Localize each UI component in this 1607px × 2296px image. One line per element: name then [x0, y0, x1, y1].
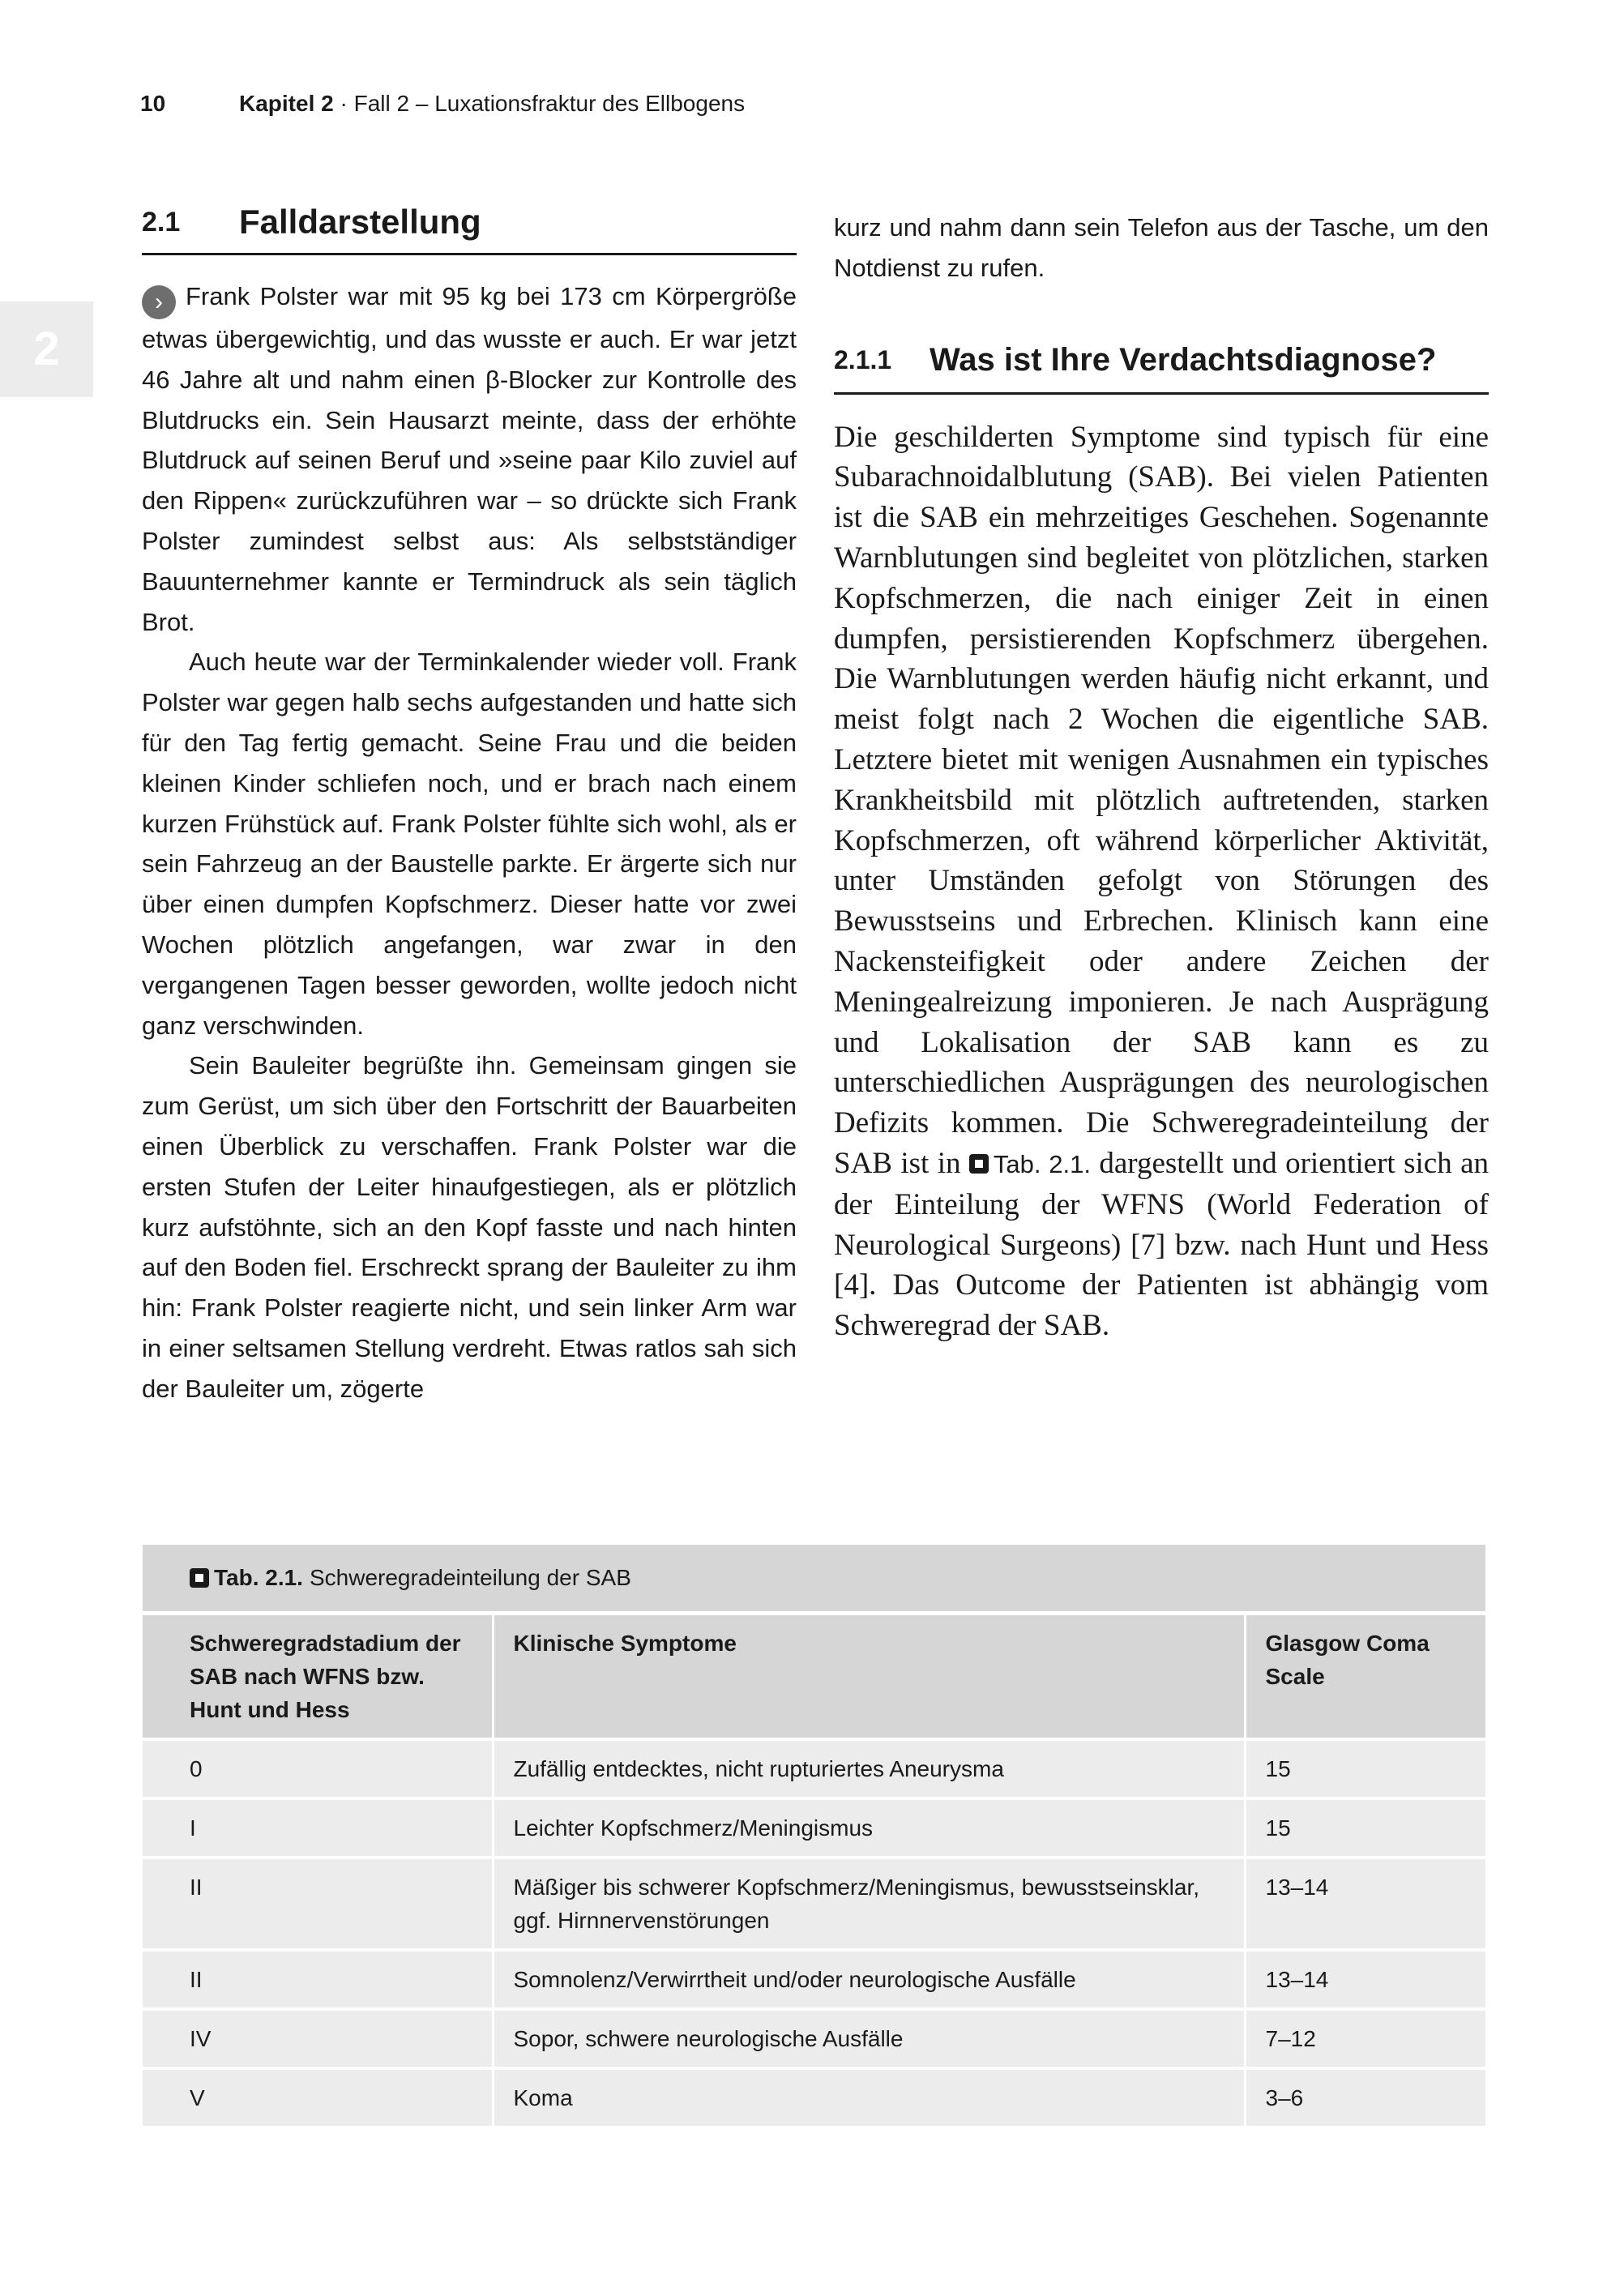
case-paragraph-text: Frank Polster war mit 95 kg bei 173 cm Körpergröße etwas übergewichtig, und das wusste er auch. Er war jetzt 46 Jahre alt und nahm einen β-Blocker zur Kontrolle des Blutdrucks ein. Sein Hausarzt meinte, dass der erhöhte Blutdruck auf seinen Beruf und »seine paar Kilo zuviel auf den Rippen« zurückzuführen war – so drückte sich Frank Polster zumindest selbst aus: Als selbstständiger Bauunternehmer kannte er Termindruck als sein täglich Brot. [142, 282, 797, 636]
section-number: 2.1 [142, 206, 181, 237]
running-head-separator: · [333, 91, 354, 116]
table-row [143, 1858, 1485, 1950]
table-row [143, 1739, 1485, 1798]
header-gcs: Glasgow Coma Scale [1245, 1615, 1485, 1739]
running-head [140, 91, 745, 117]
answer-text [834, 417, 1489, 1346]
subsection-number: 2.1.1 [834, 345, 892, 375]
cell-gcs: 15 [1245, 1739, 1485, 1798]
case-continuation [834, 207, 1489, 289]
header-symptoms: Klinische Symptome [493, 1615, 1245, 1739]
case-arrow-icon: › [142, 285, 176, 319]
case-continuation-text: kurz und nahm dann sein Telefon aus der Tasche, um den Notdienst zu rufen. [834, 213, 1489, 282]
cell-symptoms: Somnolenz/Verwirrtheit und/oder neurologische Ausfälle [493, 1950, 1245, 2009]
table-header-row [143, 1615, 1485, 1739]
cell-stage: 0 [143, 1739, 493, 1798]
table-caption [143, 1545, 1485, 1615]
case-text [142, 276, 797, 1409]
cell-stage: II [143, 1950, 493, 2009]
table-row [143, 2068, 1485, 2127]
table-reference-label: Tab. 2.1. [993, 1149, 1091, 1178]
page-number: 10 [140, 91, 166, 116]
cell-symptoms: Leichter Kopfschmerz/Meningismus [493, 1798, 1245, 1858]
cell-gcs: 15 [1245, 1798, 1485, 1858]
answer-text-before: Die geschilderten Symptome sind typisch für eine Subarachnoidalblutung (SAB). Bei vielen Patienten ist die SAB ein mehrzeitiges Geschehen. Sogenannte Warnblutungen sind begleitet von plötzlichen, starken Kopfschmerzen, die nach einiger Zeit in einen dumpfen, persistierenden Kopfschmerz übergehen. Die Warnblutungen werden häufig nicht erkannt, und meist folgt nach 2 Wochen die eigentliche SAB. Letztere bietet mit wenigen Ausnahmen ein typisches Krankheitsbild mit plötzlich auftretenden, starken Kopfschmerzen, oft während körperlicher Aktivität, unter Umständen gefolgt von Störungen des Bewusstseins und Erbrechen. Klinisch kann eine Nackensteifigkeit oder andere Zeichen der Meningealreizung imponieren. Je nach Ausprägung und Lokalisation der SAB kann es zu unterschiedlichen Ausprägungen des neurologischen Defizits kommen. Die Schweregradeinteilung der SAB ist in [834, 420, 1489, 1180]
cell-stage: IV [143, 2009, 493, 2068]
cell-symptoms: Sopor, schwere neurologische Ausfälle [493, 2009, 1245, 2068]
cell-symptoms: Mäßiger bis schwerer Kopfschmerz/Meningismus, bewusstseinsklar, ggf. Hirnnervenstörungen [493, 1858, 1245, 1950]
case-paragraph: Sein Bauleiter begrüßte ihn. Gemeinsam gingen sie zum Gerüst, um sich über den Fortschritt der Bauarbeiten einen Überblick zu verschaffen. Frank Polster war die ersten Stufen der Leiter hinaufgestiegen, als er plötzlich kurz aufstöhnte, sich an den Kopf fasste und nach hinten auf den Boden fiel. Erschreckt sprang der Bauleiter zu ihm hin: Frank Polster reagierte nicht, und sein linker Arm war in einer seltsamen Stellung verdreht. Etwas ratlos sah sich der Bauleiter um, zögerte [142, 1051, 797, 1403]
table-label: Tab. 2.1. [214, 1565, 303, 1590]
answer-paragraph [834, 417, 1489, 1346]
subsection-title: Was ist Ihre Verdachtsdiagnose? [930, 342, 1437, 378]
section-heading [142, 191, 797, 255]
cell-stage: II [143, 1858, 493, 1950]
table-ref-icon [969, 1154, 989, 1174]
right-column [834, 207, 1489, 1346]
table-reference[interactable] [969, 1150, 1091, 1178]
cell-gcs: 3–6 [1245, 2068, 1485, 2127]
cell-symptoms: Koma [493, 2068, 1245, 2127]
table-row [143, 1950, 1485, 2009]
cell-gcs: 13–14 [1245, 1950, 1485, 2009]
cell-stage: V [143, 2068, 493, 2127]
cell-gcs: 7–12 [1245, 2009, 1485, 2068]
header-stage: Schweregradstadium der SAB nach WFNS bzw. Hunt und Hess [143, 1615, 493, 1739]
case-paragraph: Auch heute war der Terminkalender wieder voll. Frank Polster war gegen halb sechs aufgestanden und hatte sich für den Tag fertig gemacht. Seine Frau und die beiden kleinen Kinder schliefen noch, und er brach nach einem kurzen Frühstück auf. Frank Polster fühlte sich wohl, als er sein Fahrzeug an der Baustelle parkte. Er ärgerte sich nur über einen dumpfen Kopfschmerz. Dieser hatte vor zwei Wochen plötzlich angefangen, war zwar in den vergangenen Tagen besser geworden, wollte jedoch nicht ganz verschwinden. [142, 648, 797, 1040]
table-grid [143, 1615, 1485, 2129]
table-icon [190, 1568, 209, 1588]
left-column [142, 191, 797, 1409]
cell-stage: I [143, 1798, 493, 1858]
chapter-label: Kapitel 2 [239, 91, 334, 116]
subsection-heading [834, 329, 1489, 395]
table-row [143, 2009, 1485, 2068]
chapter-tab: 2 [0, 301, 93, 397]
severity-table [143, 1545, 1485, 2129]
cell-symptoms: Zufällig entdecktes, nicht rupturiertes Aneurysma [493, 1739, 1245, 1798]
chapter-title: Fall 2 – Luxationsfraktur des Ellbogens [353, 91, 746, 116]
section-title: Falldarstellung [239, 203, 481, 241]
table-caption-text: Schweregradeinteilung der SAB [309, 1565, 631, 1590]
case-paragraph [142, 276, 797, 642]
answer-text-after: dargestellt und orientiert sich an der Einteilung der WFNS (World Federation of Neurological Surgeons) [7] bzw. nach Hunt und Hess [4]. Das Outcome der Patienten ist abhängig vom Schweregrad der SAB. [834, 1146, 1489, 1343]
table-row [143, 1798, 1485, 1858]
cell-gcs: 13–14 [1245, 1858, 1485, 1950]
